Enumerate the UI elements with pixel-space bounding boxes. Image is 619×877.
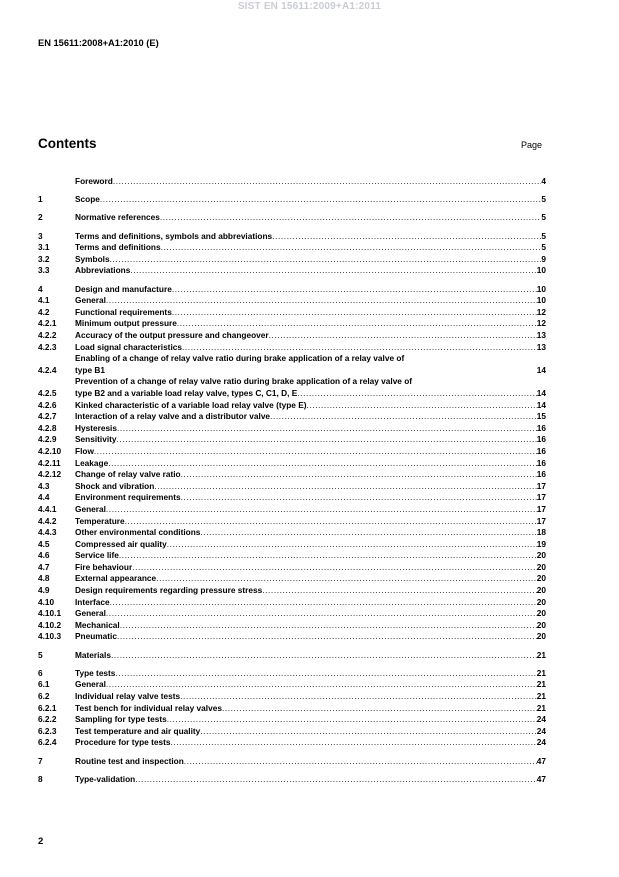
dot-leader <box>184 757 537 767</box>
watermark: SIST EN 15611:2009+A1:2011 <box>237 1 382 12</box>
toc-entry-page: 17 <box>536 515 546 526</box>
toc-entry-page: 16 <box>536 469 546 480</box>
toc-entry[interactable] <box>38 230 546 242</box>
dot-leader <box>113 177 542 187</box>
toc-entry-number: 4 <box>38 283 43 294</box>
toc-entry[interactable] <box>38 596 546 608</box>
toc-entry-title-wrap <box>75 266 537 276</box>
toc-entry-page: 15 <box>536 411 546 422</box>
toc-entry-title: type B2 and a variable load relay valve, types C, C1, D, E <box>75 387 298 398</box>
toc-entry-number: 4.4.3 <box>38 527 57 538</box>
toc-entry-title-wrap <box>75 232 541 242</box>
toc-entry[interactable] <box>38 193 546 205</box>
toc-entry-title: Functional requirements <box>75 306 172 317</box>
toc-entry-title: Temperature <box>75 515 125 526</box>
toc-entry-page: 20 <box>536 631 546 642</box>
toc-entry[interactable] <box>38 317 546 329</box>
toc-entry-page: 12 <box>536 318 546 329</box>
toc-entry-number: 4.10.3 <box>38 631 62 642</box>
toc-entry-title: Leakage <box>75 457 109 468</box>
toc-entry-title-wrap <box>75 447 537 457</box>
toc-entry-title-wrap <box>75 195 541 205</box>
toc-entry-title-wrap <box>75 551 537 561</box>
toc-entry-number: 4.2.9 <box>38 434 57 445</box>
toc-entry-title-wrap <box>75 213 541 223</box>
toc-entry-title: Load signal characteristics <box>75 341 182 352</box>
toc-entry-title-wrap <box>75 343 537 353</box>
dot-leader <box>200 528 536 538</box>
toc-entry-title-wrap <box>75 493 537 503</box>
toc-entry-page: 16 <box>536 434 546 445</box>
toc-entry-title-wrap <box>75 528 537 538</box>
dot-leader <box>262 586 537 596</box>
toc-entry-title: Terms and definitions, symbols and abbreviations <box>75 230 273 241</box>
toc-entry[interactable] <box>38 736 546 748</box>
dot-leader <box>167 540 537 550</box>
toc-entry-title: Routine test and inspection <box>75 755 184 766</box>
dot-leader <box>130 266 536 276</box>
toc-entry-number: 6.2.2 <box>38 714 57 725</box>
toc-entry-page: 16 <box>536 445 546 456</box>
toc-entry[interactable] <box>38 713 546 725</box>
dot-leader <box>115 669 536 679</box>
dot-leader <box>177 319 537 329</box>
toc-entry-number: 4.2.3 <box>38 341 57 352</box>
dot-leader <box>181 470 537 480</box>
toc-entry[interactable] <box>38 584 546 596</box>
toc-entry-number: 4.6 <box>38 550 50 561</box>
toc-entry-number: 3.2 <box>38 253 50 264</box>
toc-entry[interactable] <box>38 306 546 318</box>
toc-entry-title: General <box>75 503 106 514</box>
dot-leader <box>297 389 536 399</box>
toc-entry-page: 17 <box>536 503 546 514</box>
toc-entry[interactable] <box>38 690 546 702</box>
toc-entry[interactable] <box>38 253 546 265</box>
toc-entry-title-wrap <box>75 352 537 375</box>
toc-entry-number: 3.3 <box>38 265 50 276</box>
toc-entry-title-wrap <box>75 412 537 422</box>
dot-leader <box>110 598 537 608</box>
toc-entry[interactable] <box>38 514 546 526</box>
toc-entry-number: 4.2.1 <box>38 318 57 329</box>
dot-leader <box>110 255 542 265</box>
dot-leader <box>270 412 537 422</box>
toc-entry[interactable] <box>38 211 546 223</box>
toc-entry-page: 10 <box>536 265 546 276</box>
toc-entry-page: 13 <box>536 341 546 352</box>
toc-entry-title-wrap <box>75 435 537 445</box>
toc-entry[interactable] <box>38 468 546 480</box>
toc-entry-page: 14 <box>536 399 546 410</box>
toc-entry-title: Accuracy of the output pressure and changeover <box>75 330 269 340</box>
toc-entry-number: 4.8 <box>38 573 50 584</box>
toc-entry[interactable] <box>38 561 546 573</box>
toc-entry[interactable] <box>38 341 546 353</box>
toc-entry-number: 3.1 <box>38 242 50 253</box>
toc-entry-number: 6.1 <box>38 679 50 690</box>
page-column-label: Page <box>521 140 543 150</box>
toc-entry-number: 2 <box>38 212 43 223</box>
toc-entry-title: Test temperature and air quality <box>75 725 201 736</box>
toc-entry-page: 20 <box>536 550 546 561</box>
toc-entry[interactable] <box>38 538 546 550</box>
toc-entry-number: 4.1 <box>38 295 50 306</box>
toc-entry[interactable] <box>38 352 546 375</box>
toc-entry-title-wrap <box>75 308 537 318</box>
toc-entry-number: 6.2.1 <box>38 702 57 713</box>
toc-entry-number: 4.5 <box>38 538 50 549</box>
toc-entry-page: 24 <box>536 737 546 748</box>
toc-entry-title-wrap <box>75 505 537 515</box>
toc-entry[interactable] <box>38 619 546 631</box>
toc-entry-title-wrap <box>75 255 541 265</box>
toc-entry-number: 4.4 <box>38 492 50 503</box>
toc-entry[interactable] <box>38 667 546 679</box>
toc-entry-title: Foreword <box>75 176 113 187</box>
dot-leader <box>106 680 537 690</box>
toc-entry-number: 4.2.8 <box>38 422 57 433</box>
toc-entry-number: 7 <box>38 755 43 766</box>
toc-entry[interactable] <box>38 607 546 619</box>
toc-entry-number: 4.2.4 <box>38 364 57 375</box>
dot-leader <box>132 563 537 573</box>
dot-leader <box>117 632 537 642</box>
toc-entry-number: 4.9 <box>38 585 50 596</box>
toc-entry-title-wrap <box>75 738 537 748</box>
toc-entry-title: Interface <box>75 596 110 607</box>
toc-entry-page: 21 <box>536 649 546 660</box>
toc-entry-title-wrap <box>75 704 537 714</box>
toc-entry[interactable] <box>38 264 546 276</box>
toc-entry-page: 13 <box>536 330 546 340</box>
toc-entry-title: Kinked characteristic of a variable load relay valve (type E) <box>75 399 307 410</box>
toc-entry-page: 20 <box>536 561 546 572</box>
toc-entry-title-wrap <box>75 651 537 661</box>
toc-entry-title: External appearance <box>75 573 157 584</box>
toc-entry-title: Scope <box>75 194 100 205</box>
toc-entry-title-wrap <box>75 563 537 573</box>
toc-entry-page: 4 <box>541 176 546 187</box>
toc-entry-title: Sensitivity <box>75 434 117 445</box>
toc-entry-page: 14 <box>536 387 546 398</box>
toc-entry[interactable] <box>38 503 546 515</box>
toc-entry-page: 20 <box>536 608 546 619</box>
toc-entry-page: 12 <box>536 306 546 317</box>
toc-entry-page: 20 <box>536 619 546 630</box>
toc-entry-title: Individual relay valve tests <box>75 691 181 701</box>
dot-leader <box>125 517 537 527</box>
toc-entry-title-wrap <box>75 680 537 690</box>
toc-entry-page: 5 <box>541 194 546 205</box>
dot-leader <box>160 213 542 223</box>
page-title: Contents <box>38 136 97 151</box>
dot-leader <box>172 285 537 295</box>
dot-leader <box>161 243 542 253</box>
toc-entry[interactable] <box>38 572 546 584</box>
toc-entry-title: Enabling of a change of relay valve ratio during brake application of a relay valve of <box>75 353 405 364</box>
toc-entry-title-wrap <box>75 598 537 608</box>
toc-entry-page: 16 <box>536 457 546 468</box>
toc-entry-page: 16 <box>536 422 546 433</box>
toc-entry-title-wrap <box>75 669 537 679</box>
toc-entry[interactable] <box>38 456 546 468</box>
toc-entry-page: 20 <box>536 573 546 584</box>
toc-entry-title: Service life <box>75 550 119 561</box>
toc-entry-number: 1 <box>38 194 43 205</box>
toc-entry-title-wrap <box>75 375 537 398</box>
toc-entry-title: Shock and vibration <box>75 480 155 491</box>
toc-entry-title-wrap <box>75 757 537 767</box>
dot-leader <box>222 704 537 714</box>
dot-leader <box>200 727 537 737</box>
toc-entry[interactable] <box>38 410 546 422</box>
dot-leader <box>106 505 537 515</box>
toc-entry-page: 47 <box>536 773 546 784</box>
dot-leader <box>307 401 537 411</box>
toc-entry-title: Sampling for type tests <box>75 714 167 725</box>
toc-entry-title-wrap <box>75 285 537 295</box>
toc-entry-number: 6.2.3 <box>38 725 57 736</box>
dot-leader <box>106 609 537 619</box>
toc-entry-title-wrap <box>75 727 537 737</box>
toc-entry-page: 24 <box>536 725 546 736</box>
toc-entry[interactable] <box>38 526 546 538</box>
toc-entry-title-wrap <box>75 177 541 187</box>
toc-entry-number: 4.2.11 <box>38 457 61 468</box>
dot-leader <box>172 308 537 318</box>
table-of-contents <box>38 175 546 784</box>
dot-leader <box>269 331 537 341</box>
toc-entry-number: 4.2.12 <box>38 469 62 480</box>
toc-entry-title-wrap <box>75 517 537 527</box>
toc-entry-number: 5 <box>38 649 43 660</box>
dot-leader <box>156 574 537 584</box>
toc-entry[interactable] <box>38 283 546 295</box>
toc-entry-title-wrap <box>75 401 537 411</box>
toc-entry[interactable] <box>38 630 546 642</box>
toc-entry-title-wrap <box>75 621 537 631</box>
toc-entry[interactable] <box>38 398 546 410</box>
dot-leader <box>182 343 537 353</box>
toc-entry-page: 5 <box>541 212 546 223</box>
toc-entry-page: 21 <box>536 667 546 678</box>
toc-entry-page: 21 <box>536 679 546 690</box>
toc-entry[interactable] <box>38 754 546 766</box>
toc-entry[interactable] <box>38 175 546 187</box>
toc-entry[interactable] <box>38 241 546 253</box>
dot-leader <box>94 447 537 457</box>
toc-entry-title-wrap <box>75 482 537 492</box>
dot-leader <box>181 493 537 503</box>
toc-entry-number: 4.10 <box>38 596 55 607</box>
toc-entry-number: 4.7 <box>38 561 50 572</box>
toc-entry-number: 4.3 <box>38 480 50 491</box>
toc-entry-number: 4.2.2 <box>38 330 57 340</box>
toc-entry-title: Fire behaviour <box>75 561 133 572</box>
dot-leader <box>170 738 536 748</box>
toc-entry[interactable] <box>38 433 546 445</box>
toc-entry-title: Materials <box>75 649 111 660</box>
toc-entry-page: 19 <box>536 538 546 549</box>
toc-entry-title: Type-validation <box>75 773 136 784</box>
toc-entry-title: Environment requirements <box>75 492 181 503</box>
toc-entry-number: 4.10.1 <box>38 608 62 619</box>
toc-entry-number: 6 <box>38 667 43 678</box>
standard-id: EN 15611:2008+A1:2010 (E) <box>38 38 159 48</box>
toc-entry-title-wrap <box>75 574 537 584</box>
toc-entry[interactable] <box>38 445 546 457</box>
toc-entry[interactable] <box>38 702 546 714</box>
toc-entry-title-wrap <box>75 540 537 550</box>
toc-entry-number: 4.4.1 <box>38 503 57 514</box>
toc-entry-page: 47 <box>536 755 546 766</box>
toc-entry-title: Other environmental conditions <box>75 527 201 538</box>
toc-entry-number: 4.2 <box>38 306 50 317</box>
toc-entry-page: 14 <box>536 364 546 375</box>
toc-entry-title: Procedure for type tests <box>75 737 171 748</box>
toc-entry-title: Mechanical <box>75 619 120 630</box>
toc-entry-title: Type tests <box>75 667 116 678</box>
toc-entry-title: Change of relay valve ratio <box>75 469 181 480</box>
toc-entry[interactable] <box>38 422 546 434</box>
toc-entry-page: 5 <box>541 230 546 241</box>
toc-entry-number: 4.2.6 <box>38 399 57 410</box>
toc-entry-number: 4.10.2 <box>38 619 62 630</box>
toc-entry[interactable] <box>38 549 546 561</box>
toc-entry-number: 4.2.5 <box>38 387 57 398</box>
toc-entry-title: Flow <box>75 445 94 456</box>
toc-entry-title-wrap <box>75 424 537 434</box>
toc-entry-title: General <box>75 295 106 306</box>
toc-entry-title-wrap <box>75 243 541 253</box>
toc-entry-page: 9 <box>541 253 546 264</box>
toc-entry[interactable] <box>38 725 546 737</box>
dot-leader <box>135 775 537 785</box>
toc-entry-title: Abbreviations <box>75 265 131 276</box>
toc-entry-title: Interaction of a relay valve and a distributor valve <box>75 411 271 422</box>
toc-entry-number: 6.2.4 <box>38 737 57 748</box>
toc-entry-title: Design requirements regarding pressure stress <box>75 585 263 596</box>
toc-entry-page: 5 <box>541 242 546 253</box>
toc-entry-title-wrap <box>75 296 537 306</box>
toc-entry-page: 17 <box>536 480 546 491</box>
toc-entry[interactable] <box>38 491 546 503</box>
dot-leader <box>167 715 537 725</box>
dot-leader <box>119 551 537 561</box>
toc-entry-title-wrap <box>75 692 537 702</box>
toc-entry[interactable] <box>38 649 546 661</box>
dot-leader <box>117 435 537 445</box>
toc-entry-title: Prevention of a change of relay valve ratio during brake application of a relay valve of <box>75 376 413 387</box>
toc-entry-title: Test bench for individual relay valves <box>75 702 222 713</box>
toc-entry-title: Symbols <box>75 253 110 264</box>
toc-entry-title: General <box>75 679 106 690</box>
toc-entry-title: Normative references <box>75 212 160 223</box>
toc-entry-page: 10 <box>536 295 546 306</box>
dot-leader <box>180 692 537 702</box>
toc-entry-number: 3 <box>38 230 43 241</box>
toc-entry-number: 4.2.7 <box>38 411 57 422</box>
toc-entry-title: Design and manufacture <box>75 283 172 294</box>
toc-entry[interactable] <box>38 294 546 306</box>
toc-entry[interactable] <box>38 773 546 785</box>
dot-leader <box>117 424 537 434</box>
toc-entry-title: type B1 <box>75 364 105 375</box>
toc-entry-number: 4.4.2 <box>38 515 57 526</box>
toc-entry-number: 8 <box>38 773 43 784</box>
dot-leader <box>106 296 537 306</box>
toc-entry-page: 10 <box>536 283 546 294</box>
toc-entry-number: 4.2.10 <box>38 445 62 456</box>
dot-leader <box>154 482 536 492</box>
dot-leader <box>120 621 537 631</box>
toc-entry-page: 21 <box>536 702 546 713</box>
dot-leader <box>100 195 541 205</box>
toc-entry-number: 6.2 <box>38 691 50 701</box>
toc-entry-title-wrap <box>75 775 537 785</box>
toc-entry-title-wrap <box>75 459 537 469</box>
toc-entry-title: Pneumatic <box>75 631 117 642</box>
toc-entry-title: Compressed air quality <box>75 538 167 549</box>
toc-entry[interactable] <box>38 375 546 398</box>
dot-leader <box>272 232 541 242</box>
toc-entry-title-wrap <box>75 586 537 596</box>
toc-entry-title-wrap <box>75 632 537 642</box>
toc-entry-title-wrap <box>75 331 537 341</box>
toc-entry-page: 24 <box>536 714 546 725</box>
toc-entry-title: Terms and definitions <box>75 242 161 253</box>
dot-leader <box>108 459 537 469</box>
page-number: 2 <box>38 836 44 847</box>
toc-entry-title-wrap <box>75 470 537 480</box>
toc-entry-title-wrap <box>75 715 537 725</box>
toc-entry-title: General <box>75 608 106 619</box>
toc-entry[interactable] <box>38 329 546 341</box>
toc-entry[interactable] <box>38 480 546 492</box>
toc-entry-title-wrap <box>75 319 537 329</box>
toc-entry-title-wrap <box>75 609 537 619</box>
toc-entry-page: 21 <box>536 691 546 701</box>
toc-entry-title: Minimum output pressure <box>75 318 177 329</box>
toc-entry-page: 20 <box>536 585 546 596</box>
toc-entry-page: 17 <box>536 492 546 503</box>
dot-leader <box>111 651 537 661</box>
toc-entry-title: Hysteresis <box>75 422 117 433</box>
toc-entry-page: 18 <box>536 527 546 538</box>
toc-entry[interactable] <box>38 678 546 690</box>
toc-entry-page: 20 <box>536 596 546 607</box>
